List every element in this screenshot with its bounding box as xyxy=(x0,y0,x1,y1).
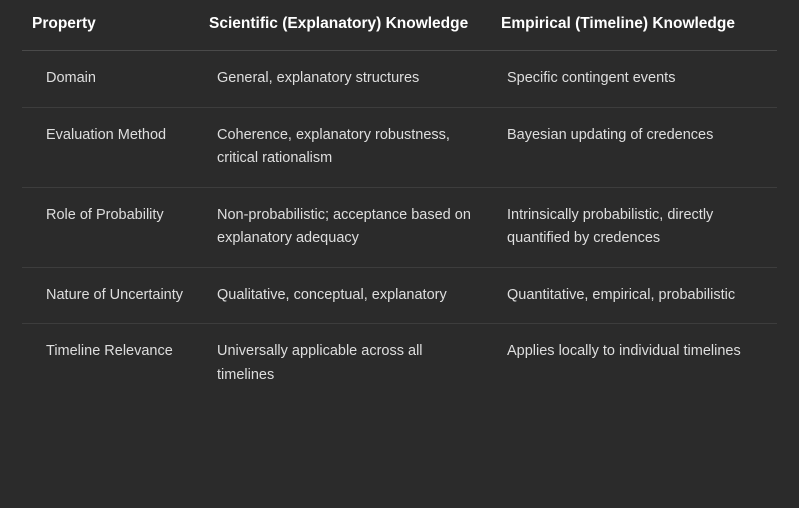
column-header-empirical: Empirical (Timeline) Knowledge xyxy=(489,0,777,51)
table-header-row xyxy=(22,0,777,51)
column-header-property: Property xyxy=(22,0,197,51)
table-row xyxy=(22,267,777,323)
cell-empirical: Bayesian updating of credences xyxy=(489,107,777,187)
table-row xyxy=(22,324,777,403)
cell-empirical: Specific contingent events xyxy=(489,51,777,107)
table-row xyxy=(22,107,777,187)
table-row xyxy=(22,187,777,267)
comparison-table xyxy=(22,0,777,403)
table-row xyxy=(22,51,777,107)
cell-scientific: Universally applicable across all timelines xyxy=(217,343,423,383)
cell-scientific: General, explanatory structures xyxy=(197,51,489,107)
cell-scientific: Qualitative, conceptual, explanatory xyxy=(197,267,489,323)
table-body xyxy=(22,51,777,403)
column-header-scientific: Scientific (Explanatory) Knowledge xyxy=(197,0,489,51)
cell-property: Timeline Relevance xyxy=(46,343,173,360)
cell-scientific: Coherence, explanatory robustness, critical rationalism xyxy=(197,107,489,187)
table-header xyxy=(22,0,777,51)
cell-property: Evaluation Method xyxy=(22,107,197,187)
cell-empirical: Intrinsically probabilistic, directly quantified by credences xyxy=(489,187,777,267)
cell-scientific: Non-probabilistic; acceptance based on explanatory adequacy xyxy=(197,187,489,267)
cell-empirical: Quantitative, empirical, probabilistic xyxy=(489,267,777,323)
cell-empirical: Applies locally to individual timelines xyxy=(507,343,741,360)
cell-property: Role of Probability xyxy=(22,187,197,267)
cell-property: Domain xyxy=(22,51,197,107)
cell-property: Nature of Uncertainty xyxy=(22,267,197,323)
